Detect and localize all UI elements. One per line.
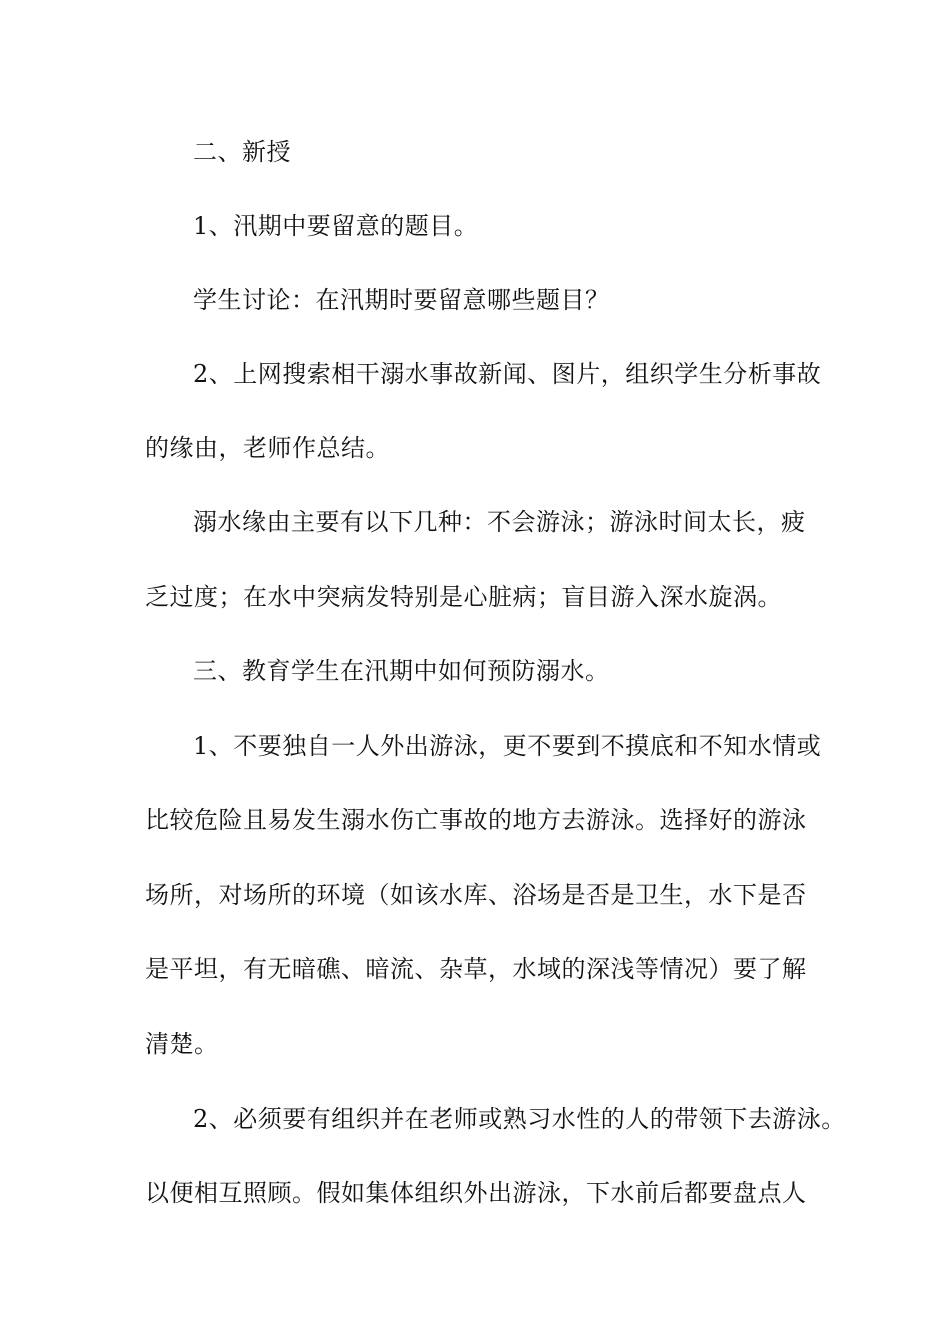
paragraph-line: 1、不要独自一人外出游泳，更不要到不摸底和不知水情或 xyxy=(193,732,822,760)
paragraph-line: 场所，对场所的环境（如该水库、浴场是否是卫生，水下是否 xyxy=(145,881,807,909)
paragraph-line: 2、上网搜索相干溺水事故新闻、图片，组织学生分析事故 xyxy=(193,360,822,388)
paragraph-line: 溺水缘由主要有以下几种：不会游泳；游泳时间太长，疲 xyxy=(193,508,806,536)
section-heading-new-lesson: 二、新授 xyxy=(193,138,291,166)
paragraph-line: 1、汛期中要留意的题目。 xyxy=(193,212,479,240)
paragraph-line: 是平坦，有无暗礁、暗流、杂草，水域的深浅等情况）要了解 xyxy=(145,955,807,983)
paragraph-line: 2、必须要有组织并在老师或熟习水性的人的带领下去游泳。 xyxy=(193,1105,846,1133)
section-heading-prevention: 三、教育学生在汛期中如何预防溺水。 xyxy=(193,657,610,685)
paragraph-line: 清楚。 xyxy=(145,1030,219,1058)
paragraph-line: 比较危险且易发生溺水伤亡事故的地方去游泳。选择好的游泳 xyxy=(145,806,807,834)
paragraph-line: 乏过度；在水中突病发特别是心脏病；盲目游入深水旋涡。 xyxy=(145,583,782,611)
paragraph-line: 的缘由，老师作总结。 xyxy=(145,434,390,462)
paragraph-line: 以便相互照顾。假如集体组织外出游泳，下水前后都要盘点人 xyxy=(145,1179,807,1207)
paragraph-line: 学生讨论：在汛期时要留意哪些题目？ xyxy=(193,286,610,314)
